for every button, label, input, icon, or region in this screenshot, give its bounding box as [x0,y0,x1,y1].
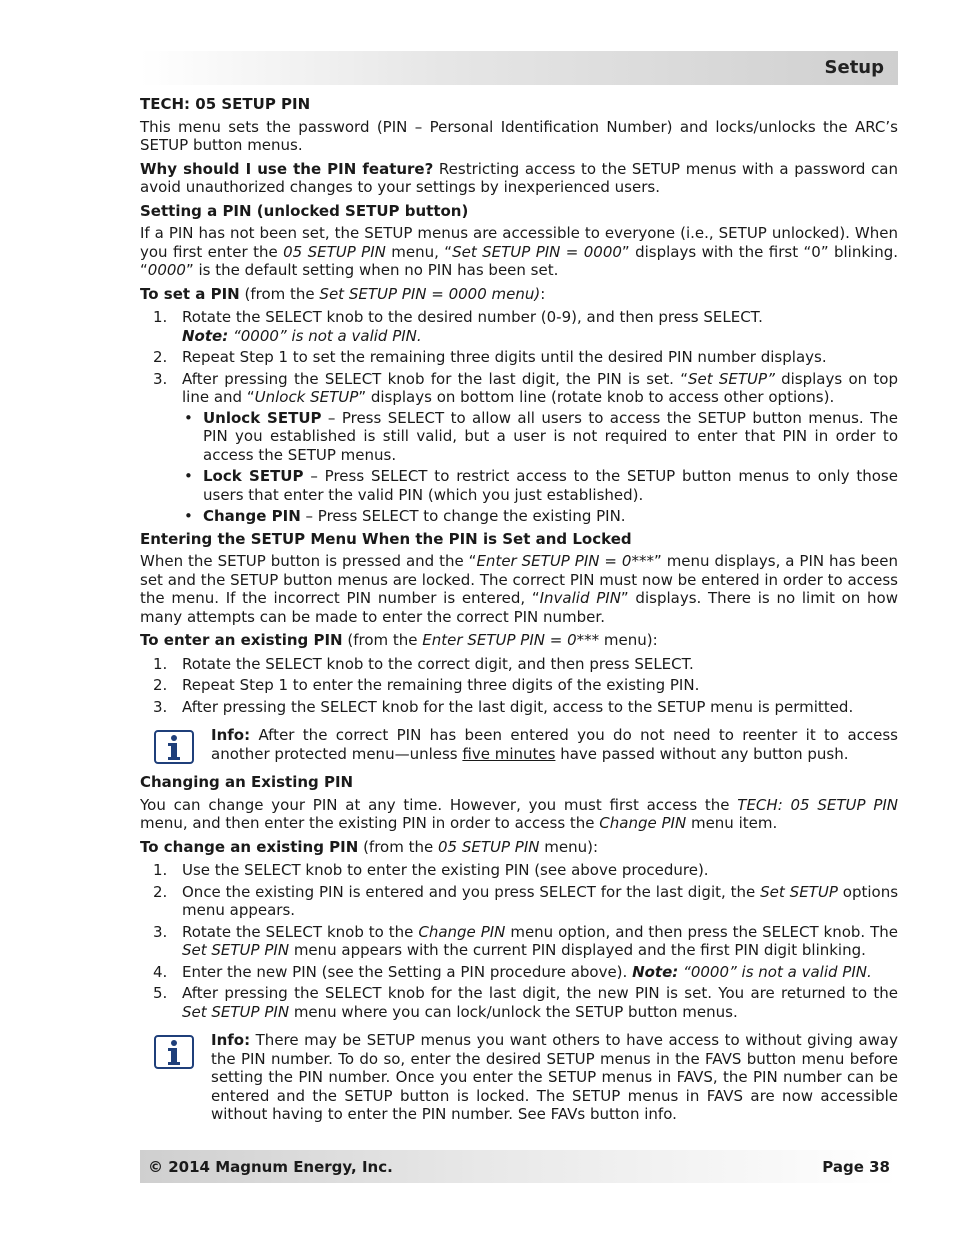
display-text: Unlock SETUP [254,388,359,406]
page-content [140,95,898,1134]
menu-name: Change PIN [418,922,506,941]
text-run: (from the [342,631,423,649]
change-pin-steps [140,861,898,1021]
text-run: You can change your PIN at any time. However, you must first access the [140,795,738,814]
set-pin-steps [140,308,898,526]
list-item [140,348,898,367]
section-title: Setup [824,57,884,78]
text-run: When the SETUP button is pressed and the “ [140,552,477,570]
list-item [140,963,898,982]
note-text: “0000” is not a valid PIN. [678,962,872,981]
info-text: There may be SETUP menus you want others to have access to without giving away the PIN number. To do so, enter the desired SETUP menus in the FAVS button menu before setting the PIN number. Once you enter the SETUP menus in FAVS, the PIN number can be entered and the SETUP button is locked. The SETUP menus in FAVS are now accessible without having to enter the PIN number. See FAVs button info. [211,1031,898,1123]
to-set-pin-lead [140,285,898,304]
step-text: Repeat Step 1 to set the remaining three digits until the desired PIN number displays. [182,348,827,366]
menu-name: 05 SETUP PIN [437,837,540,856]
step-text: menu appears with the current PIN displayed and the first PIN digit blinking. [289,941,866,959]
step-number: 1. [153,861,168,879]
text-run: (from the [239,284,320,303]
text-run: If a PIN has not been set, the SETUP menus are accessible to everyone (i.e., SETUP unlocked). When you first enter the [140,224,898,261]
display-text: Set SETUP” [687,369,775,388]
step-text: menu where you can lock/unlock the SETUP button menus. [289,1002,738,1021]
list-item [140,308,898,345]
text-run: menu): [599,631,658,649]
copyright: © 2014 Magnum Energy, Inc. [148,1158,393,1176]
info-icon [154,1035,194,1069]
list-item [182,409,898,465]
option-label: Lock SETUP [203,467,304,485]
list-item [140,883,898,920]
to-enter-pin-lead [140,631,898,650]
list-item [140,984,898,1021]
page-number: Page 38 [822,1158,890,1176]
list-item [140,655,898,674]
step-text: ” displays on bottom line (rotate knob to access other options). [358,388,835,406]
why-question: Why should I use the PIN feature? [140,159,434,178]
text-run: ” displays with the first “0” blinking. “ [140,242,899,279]
step-number: 1. [153,654,168,673]
why-paragraph [140,160,898,197]
intro-paragraph: This menu sets the password (PIN – Personal Identification Number) and locks/unlocks the ARC’s SETUP button menus. [140,117,898,154]
list-item [182,467,898,504]
info-label: Info: [211,1031,251,1049]
procedure-label: To change an existing PIN [140,837,359,856]
step-number: 2. [153,348,168,366]
procedure-label: To set a PIN [140,284,240,303]
text-run: ” is the default setting when no PIN has been set. [185,261,559,279]
setting-pin-heading: Setting a PIN (unlocked SETUP button) [140,201,469,220]
step-text: After pressing the SELECT knob for the last digit, the new PIN is set. You are returned to the [182,984,898,1002]
info-text: After the correct PIN has been entered you do not need to reenter it to access another protected menu—unless [211,726,898,763]
text-run: ” menu displays, a PIN has been set and the SETUP button menus are locked. The correct PIN must now be entered in order to access the menu. If the incorrect PIN number is entered, “ [140,552,898,607]
footer-bar [140,1150,898,1183]
info-icon [154,730,194,764]
step-text: Enter the new PIN (see the Setting a PIN procedure above). [182,962,633,981]
entering-setup-heading: Entering the SETUP Menu When the PIN is Set and Locked [140,529,632,548]
display-text: Enter SETUP PIN = 0*** [476,552,654,570]
bullet-icon: • [184,507,193,525]
step-text: Use the SELECT knob to enter the existing PIN (see above procedure). [182,861,709,879]
text-run: menu, and then enter the existing PIN in order to access the [140,814,600,832]
setting-pin-paragraph [140,224,898,280]
list-item [140,923,898,960]
enter-pin-steps [140,655,898,717]
text-run: menu): [539,837,599,856]
step-number: 2. [153,676,168,694]
step-text: After pressing the SELECT knob for the last digit, access to the SETUP menu is permitted. [182,697,854,716]
info-emphasis: five minutes [462,744,556,763]
note-label: Note: [182,326,229,345]
text-run: (from the [358,837,438,856]
step-text: displays on top line and “ [182,369,898,406]
list-item [140,861,898,880]
option-bullets [182,409,898,526]
info-note [140,726,898,763]
list-item [140,370,898,526]
step-text: Once the existing PIN is entered and you press SELECT for the last digit, the [182,882,761,901]
option-text: – Press SELECT to allow all users to access the SETUP button menus. The PIN you established is still valid, but a user is not required to enter that PIN in order to access the SETUP menus. [203,408,898,464]
bullet-icon: • [184,467,193,485]
menu-name: Set SETUP [760,882,838,901]
display-text: 0000 [147,261,186,279]
step-text: Rotate the SELECT knob to the [182,922,419,941]
text-run: : [540,284,546,303]
text-run: ” displays. There is no limit on how many attempts can be made to enter the correct PIN number. [140,589,898,626]
step-number: 4. [153,962,168,981]
option-label: Unlock SETUP [203,408,322,427]
changing-pin-paragraph [140,796,898,833]
info-label: Info: [211,726,251,744]
note-label: Note: [632,962,679,981]
step-number: 3. [153,922,168,941]
menu-name: Change PIN [599,814,687,832]
why-answer: Restricting access to the SETUP menus with a password can avoid unauthorized changes to your settings by inexperienced users. [140,159,898,196]
option-text: – Press SELECT to restrict access to the SETUP button menus to only those users that enter the valid PIN (which you just established). [203,467,898,504]
procedure-label: To enter an existing PIN [140,631,343,649]
option-label: Change PIN [203,507,301,525]
list-item [140,676,898,695]
list-item [182,507,898,526]
step-text: Rotate the SELECT knob to the correct digit, and then press SELECT. [182,654,694,673]
menu-name: TECH: 05 SETUP PIN [737,795,899,814]
step-number: 3. [153,697,168,716]
bullet-icon: • [184,408,193,427]
to-change-pin-lead [140,838,898,857]
step-text: menu option, and then press the SELECT knob. The [505,922,899,941]
header-bar [140,51,898,85]
menu-name: Set SETUP PIN [182,941,290,959]
step-text: Rotate the SELECT knob to the desired number (0-9), and then press SELECT. [182,308,763,326]
step-text: After pressing the SELECT knob for the last digit, the PIN is set. “ [182,369,688,388]
menu-name: 05 SETUP PIN [283,242,386,261]
note-text: “0000” is not a valid PIN. [228,326,422,345]
display-text: Invalid PIN [539,589,621,607]
menu-name: Set SETUP PIN = 0000 menu) [319,284,541,303]
list-item [140,698,898,717]
menu-title: TECH: 05 SETUP PIN [140,95,311,113]
step-text: options menu appears. [182,882,899,919]
step-text: Repeat Step 1 to enter the remaining three digits of the existing PIN. [182,676,700,694]
info-text: have passed without any button push. [555,744,849,763]
step-number: 5. [153,984,168,1002]
changing-pin-heading: Changing an Existing PIN [140,773,354,791]
info-note [140,1031,898,1124]
menu-name: Enter SETUP PIN = 0*** [422,631,600,649]
menu-name: Set SETUP PIN [182,1002,290,1021]
entering-setup-paragraph [140,552,898,626]
text-run: menu, “ [385,242,453,261]
step-number: 3. [153,369,168,388]
step-number: 2. [153,882,168,901]
text-run: menu item. [686,814,778,832]
display-text: Set SETUP PIN = 0000 [452,242,622,261]
step-number: 1. [153,308,168,326]
option-text: – Press SELECT to change the existing PIN. [300,507,626,525]
